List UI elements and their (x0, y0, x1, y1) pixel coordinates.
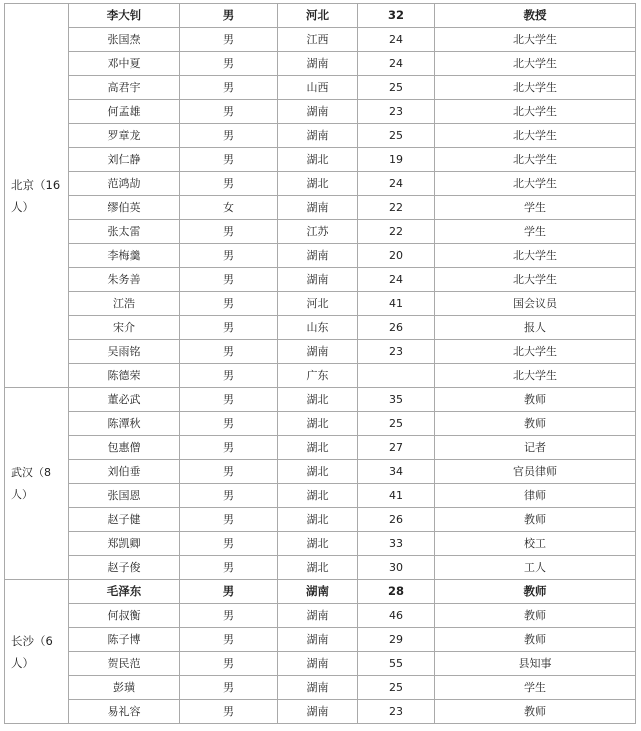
member-gender: 男 (180, 220, 278, 244)
member-age: 24 (358, 28, 435, 52)
member-name: 李大钊 (69, 4, 180, 28)
member-occupation: 工人 (435, 556, 636, 580)
table-row (5, 292, 636, 316)
table-row (5, 196, 636, 220)
member-province: 湖北 (278, 508, 358, 532)
member-name: 江浩 (69, 292, 180, 316)
member-province: 湖南 (278, 580, 358, 604)
member-age: 46 (358, 604, 435, 628)
member-age: 28 (358, 580, 435, 604)
member-province: 湖南 (278, 604, 358, 628)
member-province: 湖南 (278, 340, 358, 364)
member-age: 35 (358, 388, 435, 412)
member-province: 湖北 (278, 172, 358, 196)
member-name: 易礼容 (69, 700, 180, 724)
table-row (5, 460, 636, 484)
table-row (5, 28, 636, 52)
member-name: 高君宇 (69, 76, 180, 100)
member-name: 范鸿劼 (69, 172, 180, 196)
member-province: 湖北 (278, 436, 358, 460)
member-gender: 男 (180, 100, 278, 124)
table-row (5, 628, 636, 652)
member-age: 24 (358, 268, 435, 292)
member-gender: 男 (180, 316, 278, 340)
member-name: 邓中夏 (69, 52, 180, 76)
member-gender: 女 (180, 196, 278, 220)
member-age: 32 (358, 4, 435, 28)
member-province: 湖北 (278, 484, 358, 508)
member-name: 陈子博 (69, 628, 180, 652)
table-row (5, 124, 636, 148)
member-age: 27 (358, 436, 435, 460)
member-gender: 男 (180, 412, 278, 436)
table-row (5, 4, 636, 28)
member-age: 30 (358, 556, 435, 580)
member-province: 江苏 (278, 220, 358, 244)
member-province: 湖北 (278, 460, 358, 484)
member-gender: 男 (180, 700, 278, 724)
member-gender: 男 (180, 268, 278, 292)
member-occupation: 北大学生 (435, 28, 636, 52)
member-occupation: 北大学生 (435, 268, 636, 292)
member-name: 罗章龙 (69, 124, 180, 148)
member-gender: 男 (180, 364, 278, 388)
table-row (5, 700, 636, 724)
table-row (5, 340, 636, 364)
member-age: 24 (358, 172, 435, 196)
member-occupation: 报人 (435, 316, 636, 340)
member-gender: 男 (180, 52, 278, 76)
member-province: 湖北 (278, 532, 358, 556)
member-gender: 男 (180, 4, 278, 28)
member-gender: 男 (180, 652, 278, 676)
member-occupation: 教师 (435, 580, 636, 604)
member-name: 董必武 (69, 388, 180, 412)
member-name: 彭璜 (69, 676, 180, 700)
city-group-label: 北京（16人） (5, 4, 69, 388)
member-name: 郑凯卿 (69, 532, 180, 556)
member-occupation: 北大学生 (435, 172, 636, 196)
member-age: 55 (358, 652, 435, 676)
table-row (5, 580, 636, 604)
member-province: 湖南 (278, 676, 358, 700)
city-group-label: 武汉（8人） (5, 388, 69, 580)
member-gender: 男 (180, 628, 278, 652)
member-name: 李梅羹 (69, 244, 180, 268)
table-row (5, 76, 636, 100)
member-occupation: 教师 (435, 412, 636, 436)
member-occupation: 律师 (435, 484, 636, 508)
member-occupation: 教师 (435, 628, 636, 652)
member-gender: 男 (180, 604, 278, 628)
member-gender: 男 (180, 460, 278, 484)
member-age: 24 (358, 52, 435, 76)
member-gender: 男 (180, 436, 278, 460)
member-province: 河北 (278, 4, 358, 28)
roster-body (5, 4, 636, 724)
member-name: 包惠僧 (69, 436, 180, 460)
member-name: 赵子俊 (69, 556, 180, 580)
member-gender: 男 (180, 292, 278, 316)
member-gender: 男 (180, 508, 278, 532)
member-age: 33 (358, 532, 435, 556)
member-occupation: 北大学生 (435, 244, 636, 268)
table-row (5, 532, 636, 556)
member-province: 广东 (278, 364, 358, 388)
member-age: 23 (358, 700, 435, 724)
table-row (5, 508, 636, 532)
member-name: 宋介 (69, 316, 180, 340)
table-row (5, 676, 636, 700)
member-province: 湖北 (278, 388, 358, 412)
member-gender: 男 (180, 484, 278, 508)
member-name: 贺民范 (69, 652, 180, 676)
member-age: 25 (358, 124, 435, 148)
table-row (5, 220, 636, 244)
member-name: 刘仁静 (69, 148, 180, 172)
member-name: 何叔衡 (69, 604, 180, 628)
member-occupation: 北大学生 (435, 76, 636, 100)
member-age: 25 (358, 412, 435, 436)
member-age: 25 (358, 76, 435, 100)
table-row (5, 484, 636, 508)
member-occupation: 教授 (435, 4, 636, 28)
member-occupation: 北大学生 (435, 340, 636, 364)
member-occupation: 县知事 (435, 652, 636, 676)
table-row (5, 316, 636, 340)
member-occupation: 国会议员 (435, 292, 636, 316)
member-age: 41 (358, 292, 435, 316)
member-name: 张国恩 (69, 484, 180, 508)
member-age: 19 (358, 148, 435, 172)
member-occupation: 教师 (435, 700, 636, 724)
table-row (5, 172, 636, 196)
member-province: 湖北 (278, 556, 358, 580)
member-occupation: 教师 (435, 508, 636, 532)
member-occupation: 学生 (435, 220, 636, 244)
member-gender: 男 (180, 676, 278, 700)
member-name: 张国焘 (69, 28, 180, 52)
member-age: 22 (358, 196, 435, 220)
table-row (5, 364, 636, 388)
member-province: 湖南 (278, 628, 358, 652)
member-occupation: 北大学生 (435, 124, 636, 148)
member-name: 刘伯垂 (69, 460, 180, 484)
member-gender: 男 (180, 340, 278, 364)
member-roster-table (4, 3, 636, 724)
member-province: 湖南 (278, 52, 358, 76)
member-gender: 男 (180, 244, 278, 268)
member-occupation: 校工 (435, 532, 636, 556)
table-row (5, 52, 636, 76)
member-age (358, 364, 435, 388)
member-gender: 男 (180, 532, 278, 556)
member-age: 23 (358, 340, 435, 364)
table-row (5, 388, 636, 412)
member-province: 山东 (278, 316, 358, 340)
member-province: 湖南 (278, 700, 358, 724)
member-province: 湖南 (278, 124, 358, 148)
member-age: 26 (358, 508, 435, 532)
table-row (5, 148, 636, 172)
member-occupation: 学生 (435, 196, 636, 220)
table-row (5, 604, 636, 628)
member-name: 何孟雄 (69, 100, 180, 124)
member-occupation: 官员律师 (435, 460, 636, 484)
member-occupation: 北大学生 (435, 100, 636, 124)
member-province: 湖南 (278, 196, 358, 220)
member-gender: 男 (180, 28, 278, 52)
member-gender: 男 (180, 556, 278, 580)
member-occupation: 学生 (435, 676, 636, 700)
member-province: 山西 (278, 76, 358, 100)
member-occupation: 教师 (435, 388, 636, 412)
member-occupation: 北大学生 (435, 364, 636, 388)
member-name: 张太雷 (69, 220, 180, 244)
member-name: 朱务善 (69, 268, 180, 292)
table-row (5, 100, 636, 124)
member-gender: 男 (180, 124, 278, 148)
member-name: 陈德荣 (69, 364, 180, 388)
member-occupation: 教师 (435, 604, 636, 628)
member-occupation: 记者 (435, 436, 636, 460)
member-province: 湖南 (278, 652, 358, 676)
table-row (5, 412, 636, 436)
table-row (5, 652, 636, 676)
table-row (5, 436, 636, 460)
member-gender: 男 (180, 388, 278, 412)
member-age: 26 (358, 316, 435, 340)
member-province: 湖南 (278, 268, 358, 292)
member-province: 河北 (278, 292, 358, 316)
member-age: 34 (358, 460, 435, 484)
member-name: 毛泽东 (69, 580, 180, 604)
member-gender: 男 (180, 580, 278, 604)
member-age: 22 (358, 220, 435, 244)
table-row (5, 556, 636, 580)
member-age: 29 (358, 628, 435, 652)
member-name: 缪伯英 (69, 196, 180, 220)
member-name: 赵子健 (69, 508, 180, 532)
member-province: 湖北 (278, 412, 358, 436)
city-group-label: 长沙（6人） (5, 580, 69, 724)
member-age: 41 (358, 484, 435, 508)
member-gender: 男 (180, 76, 278, 100)
member-province: 湖南 (278, 244, 358, 268)
member-province: 湖南 (278, 100, 358, 124)
member-age: 23 (358, 100, 435, 124)
table-row (5, 244, 636, 268)
member-province: 江西 (278, 28, 358, 52)
member-age: 25 (358, 676, 435, 700)
member-name: 陈潭秋 (69, 412, 180, 436)
member-gender: 男 (180, 148, 278, 172)
member-gender: 男 (180, 172, 278, 196)
member-occupation: 北大学生 (435, 52, 636, 76)
table-row (5, 268, 636, 292)
member-name: 吴雨铭 (69, 340, 180, 364)
member-occupation: 北大学生 (435, 148, 636, 172)
member-age: 20 (358, 244, 435, 268)
member-province: 湖北 (278, 148, 358, 172)
